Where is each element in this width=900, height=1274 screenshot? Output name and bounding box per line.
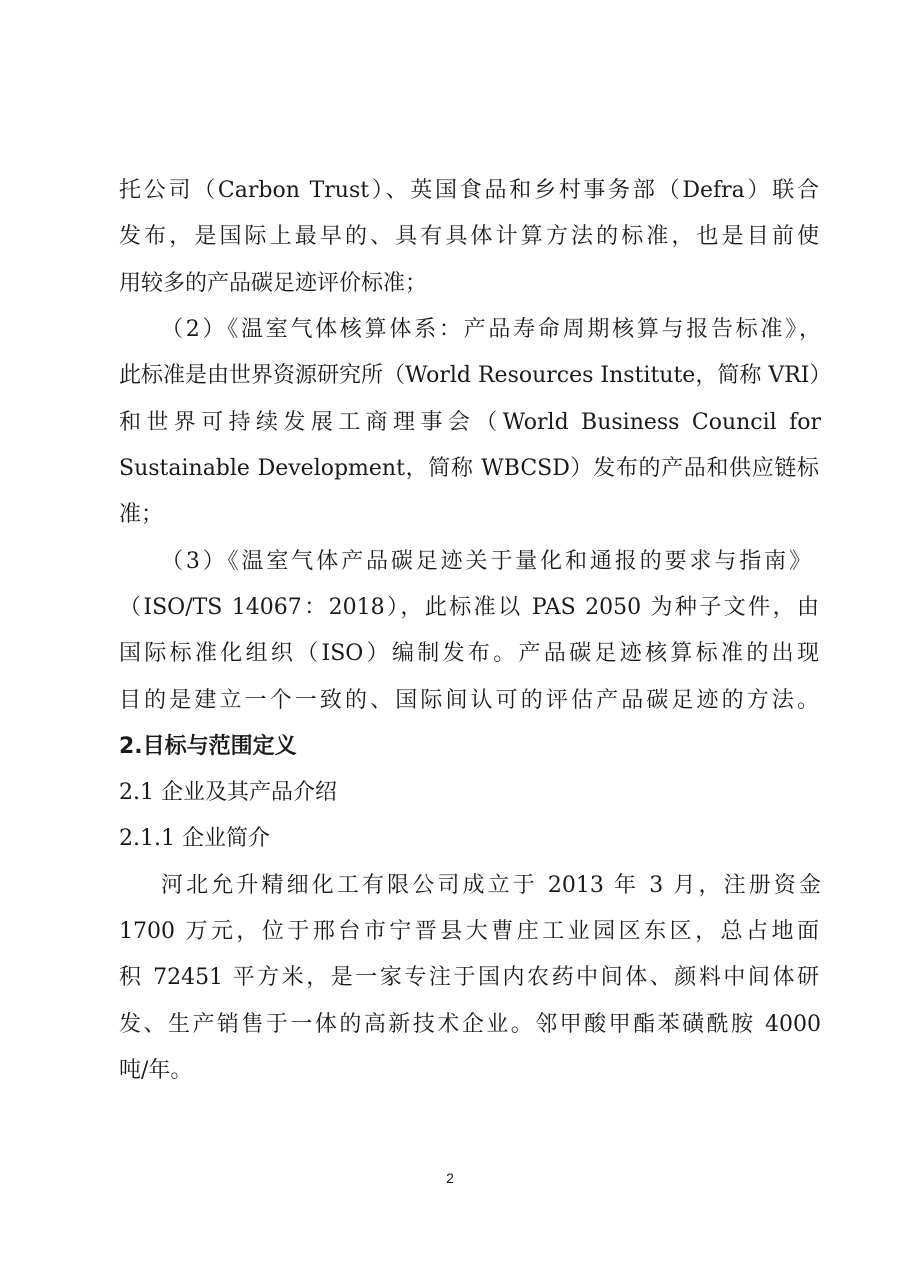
text-line: 发布，是国际上最早的、具有具体计算方法的标准，也是目前使 (119, 224, 819, 249)
text-line: 托公司（Carbon Trust）、英国食品和乡村事务部（Defra）联合 (119, 178, 819, 203)
text-line: （3）《温室气体产品碳足迹关于量化和通报的要求与指南》 (161, 549, 811, 574)
subsubsection-heading: 2.1.1 企业简介 (119, 826, 270, 851)
text-line: 河北允升精细化工有限公司成立于 2013 年 3 月，注册资金 (161, 873, 821, 898)
section-heading: 2.目标与范围定义 (119, 734, 297, 759)
text-line: 和世界可持续发展工商理事会（World Business Council for (119, 410, 821, 435)
text-line: Sustainable Development，简称 WBCSD）发布的产品和供应链标 (119, 456, 819, 481)
text-line: 发、生产销售于一体的高新技术企业。邻甲酸甲酯苯磺酰胺 4000 (119, 1012, 821, 1037)
text-line: 积 72451 平方米，是一家专注于国内农药中间体、颜料中间体研 (119, 965, 819, 990)
text-line: 吨/年。 (119, 1058, 193, 1083)
text-line: 国际标准化组织（ISO）编制发布。产品碳足迹核算标准的出现 (119, 641, 819, 666)
text-line: 目的是建立一个一致的、国际间认可的评估产品碳足迹的方法。 (119, 688, 819, 713)
text-line: 用较多的产品碳足迹评价标准； (119, 271, 428, 296)
subsection-heading: 2.1 企业及其产品介绍 (119, 780, 337, 805)
text-line: 此标准是由世界资源研究所（World Resources Institute，简称 VRI） (119, 363, 832, 388)
text-line: 准； (119, 502, 164, 527)
text-line: （ISO/TS 14067：2018），此标准以 PAS 2050 为种子文件，由 (119, 595, 819, 620)
page-number: 2 (446, 1170, 454, 1186)
text-line: （2）《温室气体核算体系：产品寿命周期核算与报告标准》， (161, 317, 821, 342)
text-line: 1700 万元，位于邢台市宁晋县大曹庄工业园区东区，总占地面 (119, 919, 819, 944)
